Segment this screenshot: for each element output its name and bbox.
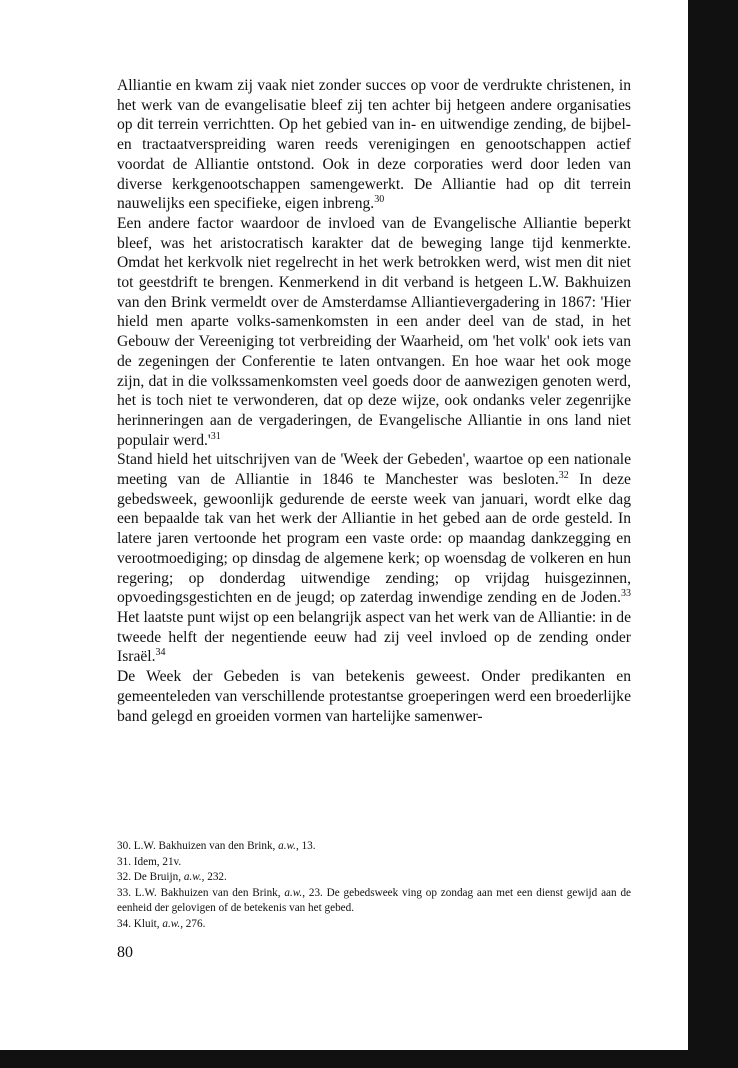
footnote (117, 886, 631, 917)
footnote-text: Kluit, (133, 917, 163, 930)
footnote-ref: a.w. (183, 871, 202, 884)
paragraph-1 (117, 76, 631, 214)
paragraph-2 (117, 214, 631, 450)
paragraph-3 (117, 450, 631, 667)
footnote-marker: 32 (558, 469, 569, 481)
footnote-text: , 23. De gebedsweek ving op zondag aan met een dienst gewijd aan de eenheid der gelovigen of de betekenis van het gebed. (117, 886, 632, 915)
footnote-ref: a.w. (162, 917, 181, 930)
footnote-text: , 276. (180, 917, 206, 930)
paragraph-text: De Week der Gebeden is van betekenis geweest. Onder predikanten en gemeenteleden van verschillende protestantse groeperingen werd een broederlijke band gelegd en groeiden vormen van hartelijke samenwer- (117, 668, 631, 725)
footnote-text: , 232. (201, 871, 227, 884)
footnote-text: L.W. Bakhuizen van den Brink, (134, 886, 285, 899)
footnote (117, 855, 631, 871)
footnote (117, 870, 631, 886)
paragraph-text: In deze gebedsweek, gewoonlijk gedurende de eerste week van januari, wordt elke dag een bepaalde tak van het werk der Alliantie in het gebed aan de orde gesteld. In latere jaren vertoonde het program een vaste orde: op maandag dankzegging en verootmoediging; op dinsdag de algemene kerk; op woensdag de volkeren en hun regering; op donderdag uitwendige zending; op vrijdag huisgezinnen, opvoedingsgestichten en de jeugd; op zaterdag inwendige zending en de Joden. (117, 471, 631, 607)
scan-edge-right (688, 0, 738, 1068)
main-text (117, 76, 631, 726)
paragraph-text: Stand hield het uitschrijven van de 'Week der Gebeden', waartoe op een nationale meeting van de Alliantie in 1846 te Manchester was besloten. (117, 451, 631, 489)
footnote-ref: a.w. (284, 886, 303, 899)
scan-edge-bottom (0, 1050, 738, 1068)
footnote-number: 31. (117, 855, 131, 868)
paragraph-text: Het laatste punt wijst op een belangrijk aspect van het werk van de Alliantie: in de tweede helft der negentiende eeuw had zij veel invloed op de zending onder Israël. (117, 608, 631, 666)
footnote-ref: a.w. (278, 840, 296, 852)
footnote-text: Idem, 21v. (133, 855, 182, 868)
footnotes (117, 839, 631, 933)
footnote (117, 839, 631, 855)
footnote-text: , 13. (295, 840, 316, 852)
paragraph-4 (117, 667, 631, 726)
footnote-number: 34. (117, 917, 131, 930)
footnote-text: L.W. Bakhuizen van den Brink, (133, 840, 279, 852)
footnote-text: De Bruijn, (133, 871, 184, 884)
footnote (117, 917, 631, 933)
paragraph-text: Alliantie en kwam zij vaak niet zonder succes op voor de verdrukte christenen, in het werk van de evangelisatie bleef zij ten achter bij hetgeen andere organisaties op dit terrein verrichtten. Op het gebied van in- en uitwendige zending, de bijbel- en tractaatverspreiding waren reeds verenigingen en genootschappen actief voordat de Alliantie ontstond. Ook in deze corporaties werd door leden van diverse kerkgenootschappen samengewerkt. De Alliantie had op dit terrein nauwelijks een specifieke, eigen inbreng. (117, 77, 631, 213)
footnote-number: 33. (117, 886, 131, 899)
footnote-number: 30. (117, 840, 131, 852)
paragraph-text: Een andere factor waardoor de invloed van de Evangelische Alliantie beperkt bleef, was het aristocratisch karakter dat de beweging lange tijd kenmerkte. Omdat het kerkvolk niet regelrecht in het werk betrokken werd, wist men dit niet tot geestdrift te brengen. Kenmerkend in dit verband is hetgeen L.W. Bakhuizen van den Brink vermeldt over de Amsterdamse Alliantievergadering in 1867: 'Hier hield men aparte volks-samenkomsten in een ander deel van de stad, in het Gebouw der Vereeniging tot verbreiding der Waarheid, om 'het volk' ook iets van de zegeningen der Conferentie te laten ontvangen. En hoe waar het ook moge zijn, dat in die volkssamenkomsten veel goeds door de aanwezigen genoten werd, het is toch niet te verwonderen, dat op deze wijze, ook ondanks veler zegenrijke herinneringen aan de vergaderingen, de Evangelische Alliantie in ons land niet populair werd.' (117, 214, 631, 449)
footnote-marker: 34 (155, 647, 166, 659)
footnote-number: 32. (117, 871, 131, 884)
footnote-marker: 33 (621, 588, 631, 600)
footnote-marker: 30 (374, 194, 385, 206)
page-number: 80 (117, 944, 133, 961)
footnote-marker: 31 (210, 430, 221, 442)
